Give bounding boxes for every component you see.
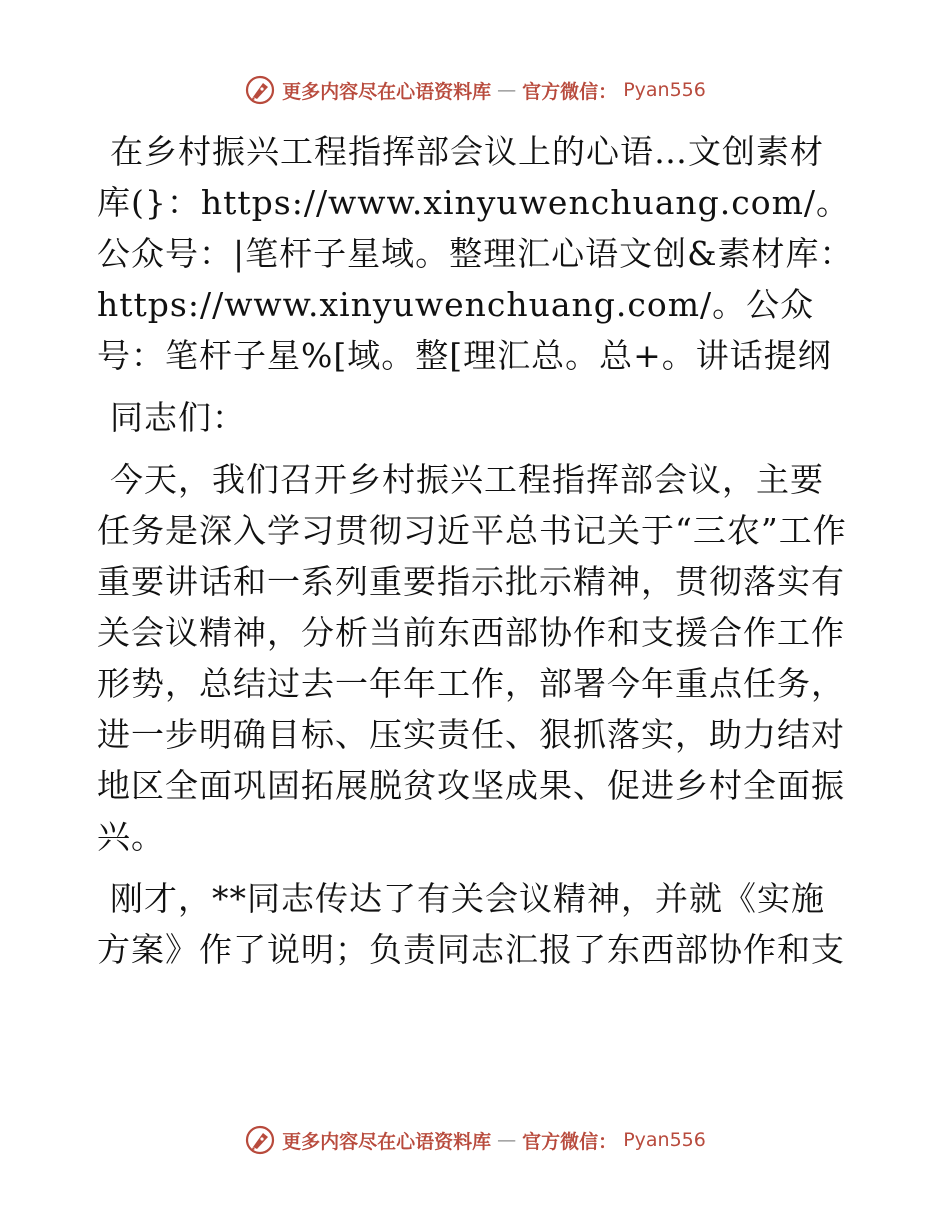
paragraph-continuation: 刚才，**同志传达了有关会议精神，并就《实施方案》作了说明；负责同志汇报了东西部协作和支 xyxy=(97,879,845,969)
footer-dash: — xyxy=(497,1129,517,1151)
pen-nib-logo-icon xyxy=(244,1124,276,1156)
footer-brand-text: 更多内容尽在心语资料库 xyxy=(282,1130,492,1153)
footer-brand xyxy=(244,1124,706,1156)
page-footer xyxy=(0,1120,950,1160)
document-body xyxy=(97,126,857,986)
footer-wechat-id: Pyan556 xyxy=(623,1129,706,1151)
pen-nib-logo-icon xyxy=(244,74,276,106)
header-dash: — xyxy=(497,79,517,101)
paragraph-intro: 今天，我们召开乡村振兴工程指挥部会议，主要任务是深入学习贯彻习近平总书记关于“三农”工作重要讲话和一系列重要指示批示精神，贯彻落实有关会议精神，分析当前东西部协作和支援合作工作形势，总结过去一年年工作，部署今年重点任务，进一步明确目标、压实责任、狠抓落实，助力结对地区全面巩固拓展脱贫攻坚成果、促进乡村全面振兴。 xyxy=(97,460,847,856)
header-wechat-id: Pyan556 xyxy=(623,79,706,101)
footer-wechat-label: 官方微信： xyxy=(522,1130,618,1153)
paragraph-salutation: 同志们： xyxy=(110,398,246,437)
header-wechat-label: 官方微信： xyxy=(522,80,618,103)
paragraph-title: 在乡村振兴工程指挥部会议上的心语…文创素材库(}：https://www.xinyuwenchuang.com/。公众号：|笔杆子星域。整理汇心语文创&素材库：https://www.xinyuwenchuang.com/。公众号：笔杆子星%[域。整[理汇总。总+。讲话提纲 xyxy=(97,132,854,375)
page-header xyxy=(0,70,950,110)
header-brand xyxy=(244,74,706,106)
header-brand-text: 更多内容尽在心语资料库 xyxy=(282,80,492,103)
